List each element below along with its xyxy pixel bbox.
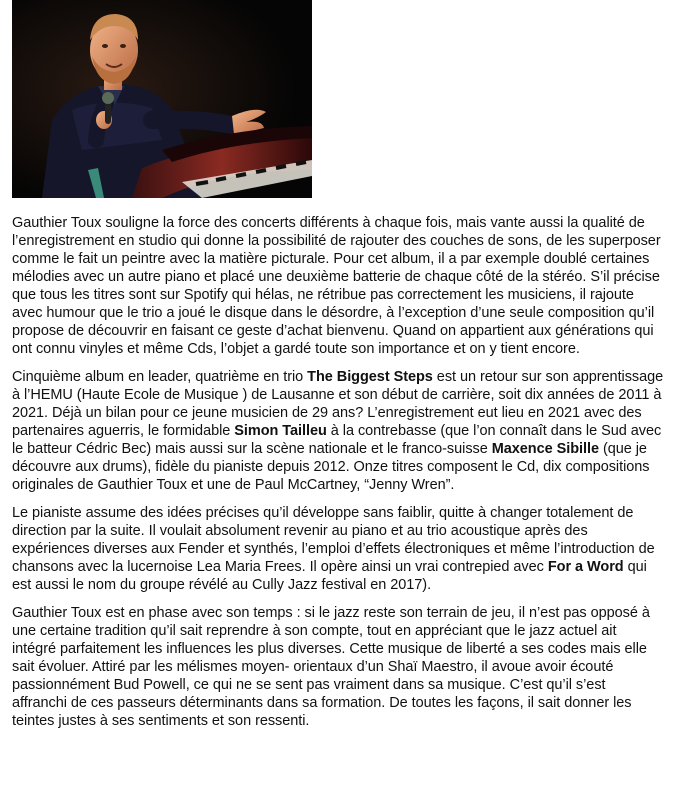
paragraph-1-text: Gauthier Toux souligne la force des concerts différents à chaque fois, mais vante aussi la qualité de l’enregistrement en studio qui donne la possibilité de rajouter des couches de sons, de les superposer comme le fait un peintre avec la matière picturale. Pour cet album, il a par exemple doublé certaines mélodies avec un autre piano et placé une deuxième batterie de chaque côté de la stéréo. S’il précise que tous les titres sont sur Spotify qui hélas, ne rétribue pas correctement les musiciens, il rajoute avec humour que le trio a joué le disque dans le désordre, à l’exception d’une seule composition qu’il propose de découvrir en faisant ce geste d’achat bienvenu. Quand on appartient aux générations qui ont connu vinyles et même Cds, l’objet a gardé toute son importance et on y tient encore. [12,215,661,357]
paragraph-2-text-2: est un retour sur son apprentissage à l’HEMU (Haute Ecole de Musique ) de Lausanne et son début de carrière, soit dix années de 2011 à 2021. Déjà un bilan pour ce jeune musicien de 29 ans? L’enregistrement eut lieu en 2021 avec des partenaires aguerris, le formidable [12,369,664,439]
pianist-at-piano-with-microphone-photo [12,0,312,198]
paragraph-2-text-1: Cinquième album en leader, quatrième en trio [12,369,308,385]
bassist-name: Simon Tailleu [234,423,327,439]
previous-album-title: For a Word [547,559,624,575]
paragraph-4-text: Gauthier Toux est en phase avec son temps : si le jazz reste son terrain de jeu, il n’est pas opposé à une certaine tradition qu’il sait reprendre à son compte, tout en appréciant que le jazz actuel ait intégré parfaitement les influences les plus diverses. Cette musique de liberté a ses codes mais elle sait évoluer. Attiré par les mélismes moyen- orientaux d’un Shaï Maestro, il avoue avoir écouté passionnément Bud Powell, ce qui ne se sent pas vraiment dans sa musique. C’est qu’il s’est affranchi de ces passeurs déterminants dans sa formation. De toutes les façons, il sait donner les teintes justes à ses sentiments et son ressenti. [12,605,650,729]
paragraph-1 [12,214,664,358]
paragraph-3-text-2: qui est aussi le nom du groupe révélé au Cully Jazz festival en 2017). [12,559,647,593]
paragraph-3 [12,504,664,594]
paragraph-2-text-4: (que je découvre aux drums), fidèle du pianiste depuis 2012. Onze titres composent le Cd, dix compositions originales de Gauthier Toux et une de Paul McCartney, “Jenny Wren”. [12,441,650,493]
paragraph-2 [12,368,664,494]
paragraph-2-text-3: à la contrebasse (que l’on connaît dans le Sud avec le batteur Cédric Bec) mais aussi sur la scène nationale et le franco-suisse [12,423,662,457]
pianist-photo [12,0,312,198]
article-body [12,214,664,740]
paragraph-3-text-1: Le pianiste assume des idées précises qu’il développe sans faiblir, quitte à changer totalement de direction par la suite. Il voulait absolument revenir au piano et au trio acoustique après des expériences diverses aux Fender et synthés, l’emploi d’effets électroniques et même l’introduction de chansons avec la lucernoise Lea Maria Frees. Il opère ainsi un vrai contrepied avec [12,505,655,575]
paragraph-4 [12,604,664,730]
album-title: The Biggest Steps [307,369,433,385]
drummer-name: Maxence Sibille [491,441,599,457]
